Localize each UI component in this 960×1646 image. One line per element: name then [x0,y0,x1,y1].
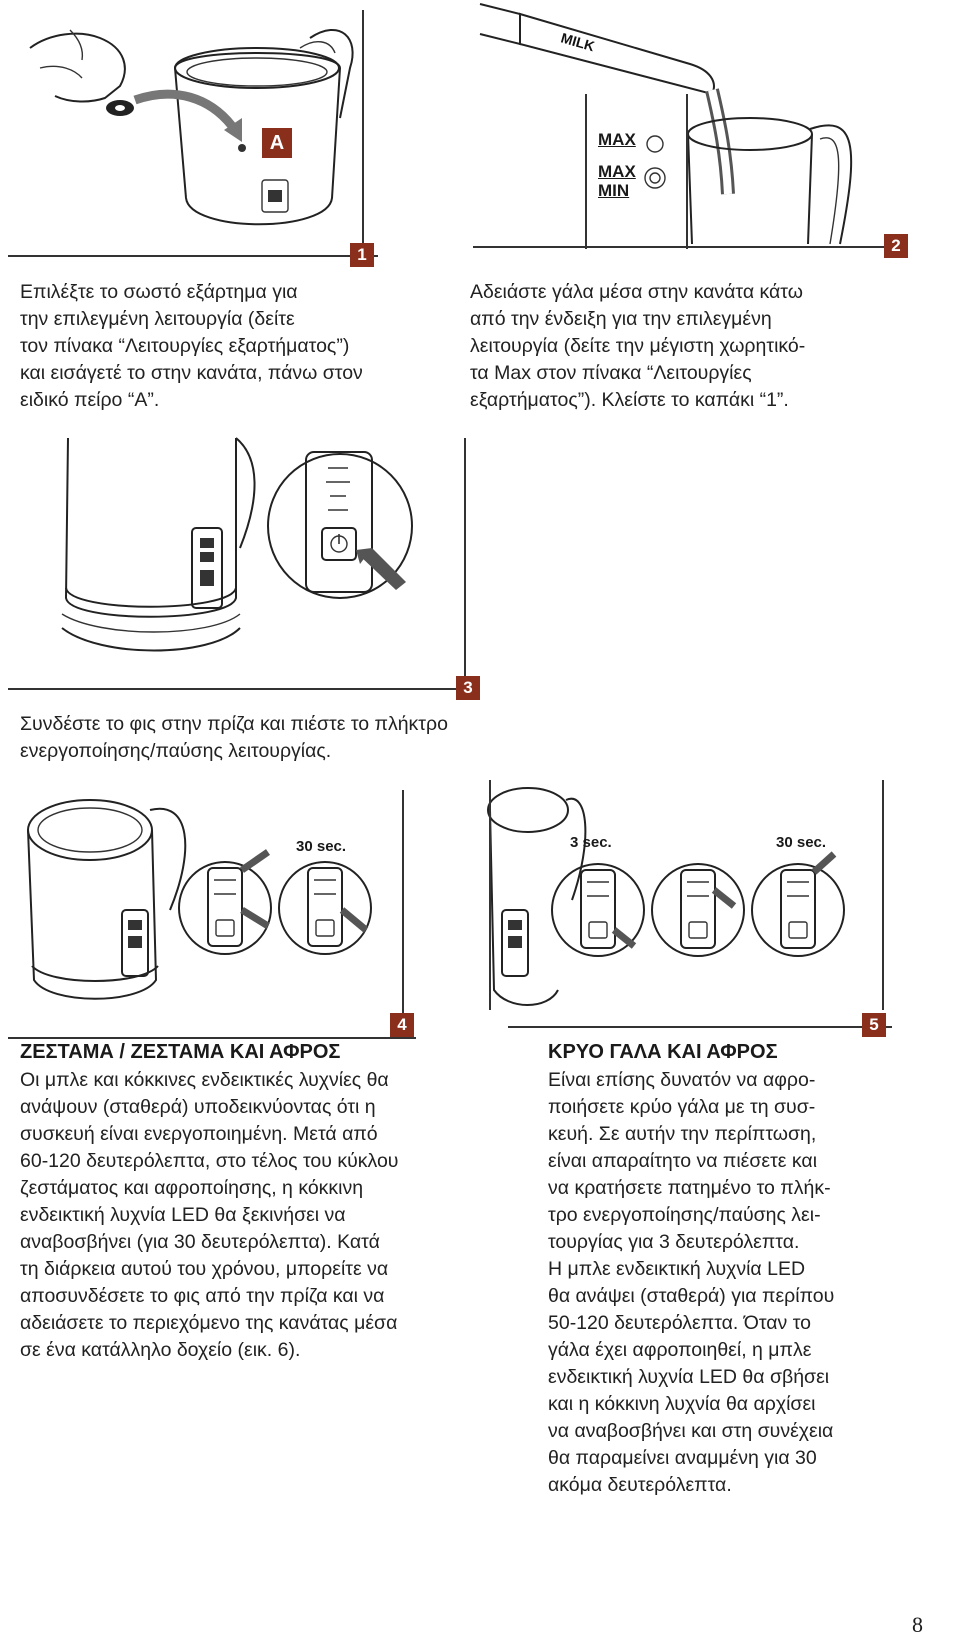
step4-heading: ΖΕΣΤΑΜΑ / ΖΕΣΤΑΜΑ ΚΑΙ ΑΦΡΟΣ [20,1041,341,1063]
divider-step5 [508,1026,892,1028]
step1-text: Επιλέξτε το σωστό εξάρτημα για την επιλεγμένη λειτουργία (δείτε τον πίνακα “Λειτουργίες εξαρτήματος”) και εισάγετέ το στην κανάτα, πάνω στον ειδικό πείρο “A”. [20,281,363,411]
min-mark: MIN [598,181,630,200]
step-badge-5: 5 [862,1013,886,1037]
max-mark-label: MAX [598,130,636,149]
divider-step3 [8,688,478,690]
step-badge-2: 2 [884,234,908,258]
step5-text: Είναι επίσης δυνατόν να αφρο- ποιήσετε κρύο γάλα με τη συσ- κευή. Σε αυτήν την περίπτωση, είναι απαραίτητο να πιέσετε και να κρατήσετε πατημένο το πλήκ- τρο ενεργοποίησης/παύσης λει- τουργίας για 3 δευτερόλεπτα. Η μπλε ενδεικτική λυχνία LED θα ανάψει (σταθερά) για περίπου 50-120 δευτερόλεπτα. Όταν το γάλα έχει αφροποιηθεί, η μπλε ενδεικτική λυχνία LED θα σβήσει και η κόκκινη λυχνία θα αρχίσει να αναβοσβήνει και στη συνέχεια θα παραμείνει αναμμένη για 30 ακόμα δευτερόλεπτα. [548,1069,835,1496]
page-number: 8 [912,1612,923,1637]
divider-step1 [8,255,378,257]
step3-text: Συνδέστε το φις στην πρίζα και πιέστε το πλήκτρο ενεργοποίησης/παύσης λειτουργίας. [20,713,448,762]
step2-text: Αδειάστε γάλα μέσα στην κανάτα κάτω από την ένδειξη για την επιλεγμένη λειτουργία (δείτε την μέγιστη χωρητικό- τα Max στον πίνακα “Λειτουργίες εξαρτήματος”). Κλείστε το καπάκι “1”. [470,281,806,411]
step5-timer-a-label: 3 sec. [570,834,612,851]
callout-a: A [262,128,292,158]
step-badge-1: 1 [350,243,374,267]
step5-heading: ΚΡΥΟ ΓΑΛΑ ΚΑΙ ΑΦΡΟΣ [548,1041,778,1063]
max-mark-2: MAX [598,162,636,181]
divider-step2 [473,246,903,248]
step4-text: Οι μπλε και κόκκινες ενδεικτικές λυχνίες θα ανάψουν (σταθερά) υποδεικνύοντας ότι η συσκευή είναι ενεργοποιημένη. Μετά από 60-120 δευτερόλεπτα, στο τέλος του κύκλου ζεστάματος και αφροποίησης, η κόκκινη ενδεικτική λυχνία LED θα ξεκινήσει να αναβοσβήνει (για 30 δευτερόλεπτα). Κατά τη διάρκεια αυτού του χρόνου, μπορείτε να αποσυνδέσετε το φις από την πρίζα και να αδειάσετε το περιεχόμενο της κανάτας μέσα σε ένα κατάλληλο δοχείο (εικ. 6). [20,1069,399,1361]
step4-timer-label: 30 sec. [296,838,347,855]
step5-illustration [488,780,908,1030]
step-badge-4: 4 [390,1013,414,1037]
divider-step4 [8,1037,416,1039]
bottle-label: MILK [559,29,597,55]
step3-illustration [60,438,480,688]
step4-illustration [20,790,420,1030]
step5-timer-b-label: 30 sec. [776,834,827,851]
divider-step1-vertical [362,10,364,256]
max-min-mark-label [598,162,636,200]
step1-illustration [10,8,380,258]
step-badge-3: 3 [456,676,480,700]
step2-illustration [480,4,900,254]
